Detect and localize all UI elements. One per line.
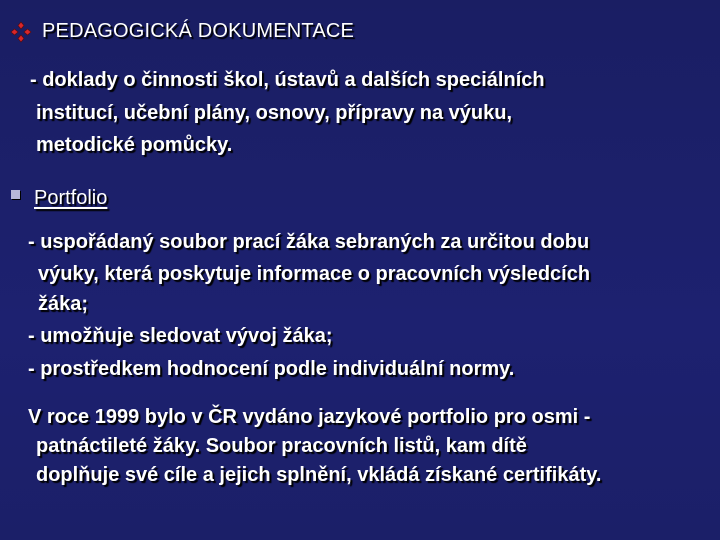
portfolio-heading: Portfolio: [34, 187, 108, 209]
block2-line-2: výuky, která poskytuje informace o pracovních výsledcích: [38, 263, 591, 285]
block3-line-2: patnáctileté žáky. Soubor pracovních listů, kam dítě: [36, 435, 527, 457]
block2-line-3: žáka;: [38, 293, 89, 315]
page-title: PEDAGOGICKÁ DOKUMENTACE: [42, 20, 355, 42]
block3-line-3: doplňuje své cíle a jejich splnění, vkládá získané certifikáty.: [36, 464, 602, 486]
block1-line-3: metodické pomůcky.: [36, 134, 233, 156]
block3-line-1: V roce 1999 bylo v ČR vydáno jazykové portfolio pro osmi -: [28, 406, 591, 428]
block2-line-4: - umožňuje sledovat vývoj žáka;: [28, 325, 333, 347]
block2-line-1: - uspořádaný soubor prací žáka sebraných za určitou dobu: [28, 231, 590, 253]
block2-line-5: - prostředkem hodnocení podle individuální normy.: [28, 358, 515, 380]
block1-line-1: - doklady o činnosti škol, ústavů a dalších speciálních: [30, 69, 545, 91]
red-diamond-bullet-icon: [10, 21, 32, 43]
square-bullet-icon: [11, 190, 20, 199]
block1-line-2: institucí, učební plány, osnovy, přípravy na výuku,: [36, 102, 513, 124]
